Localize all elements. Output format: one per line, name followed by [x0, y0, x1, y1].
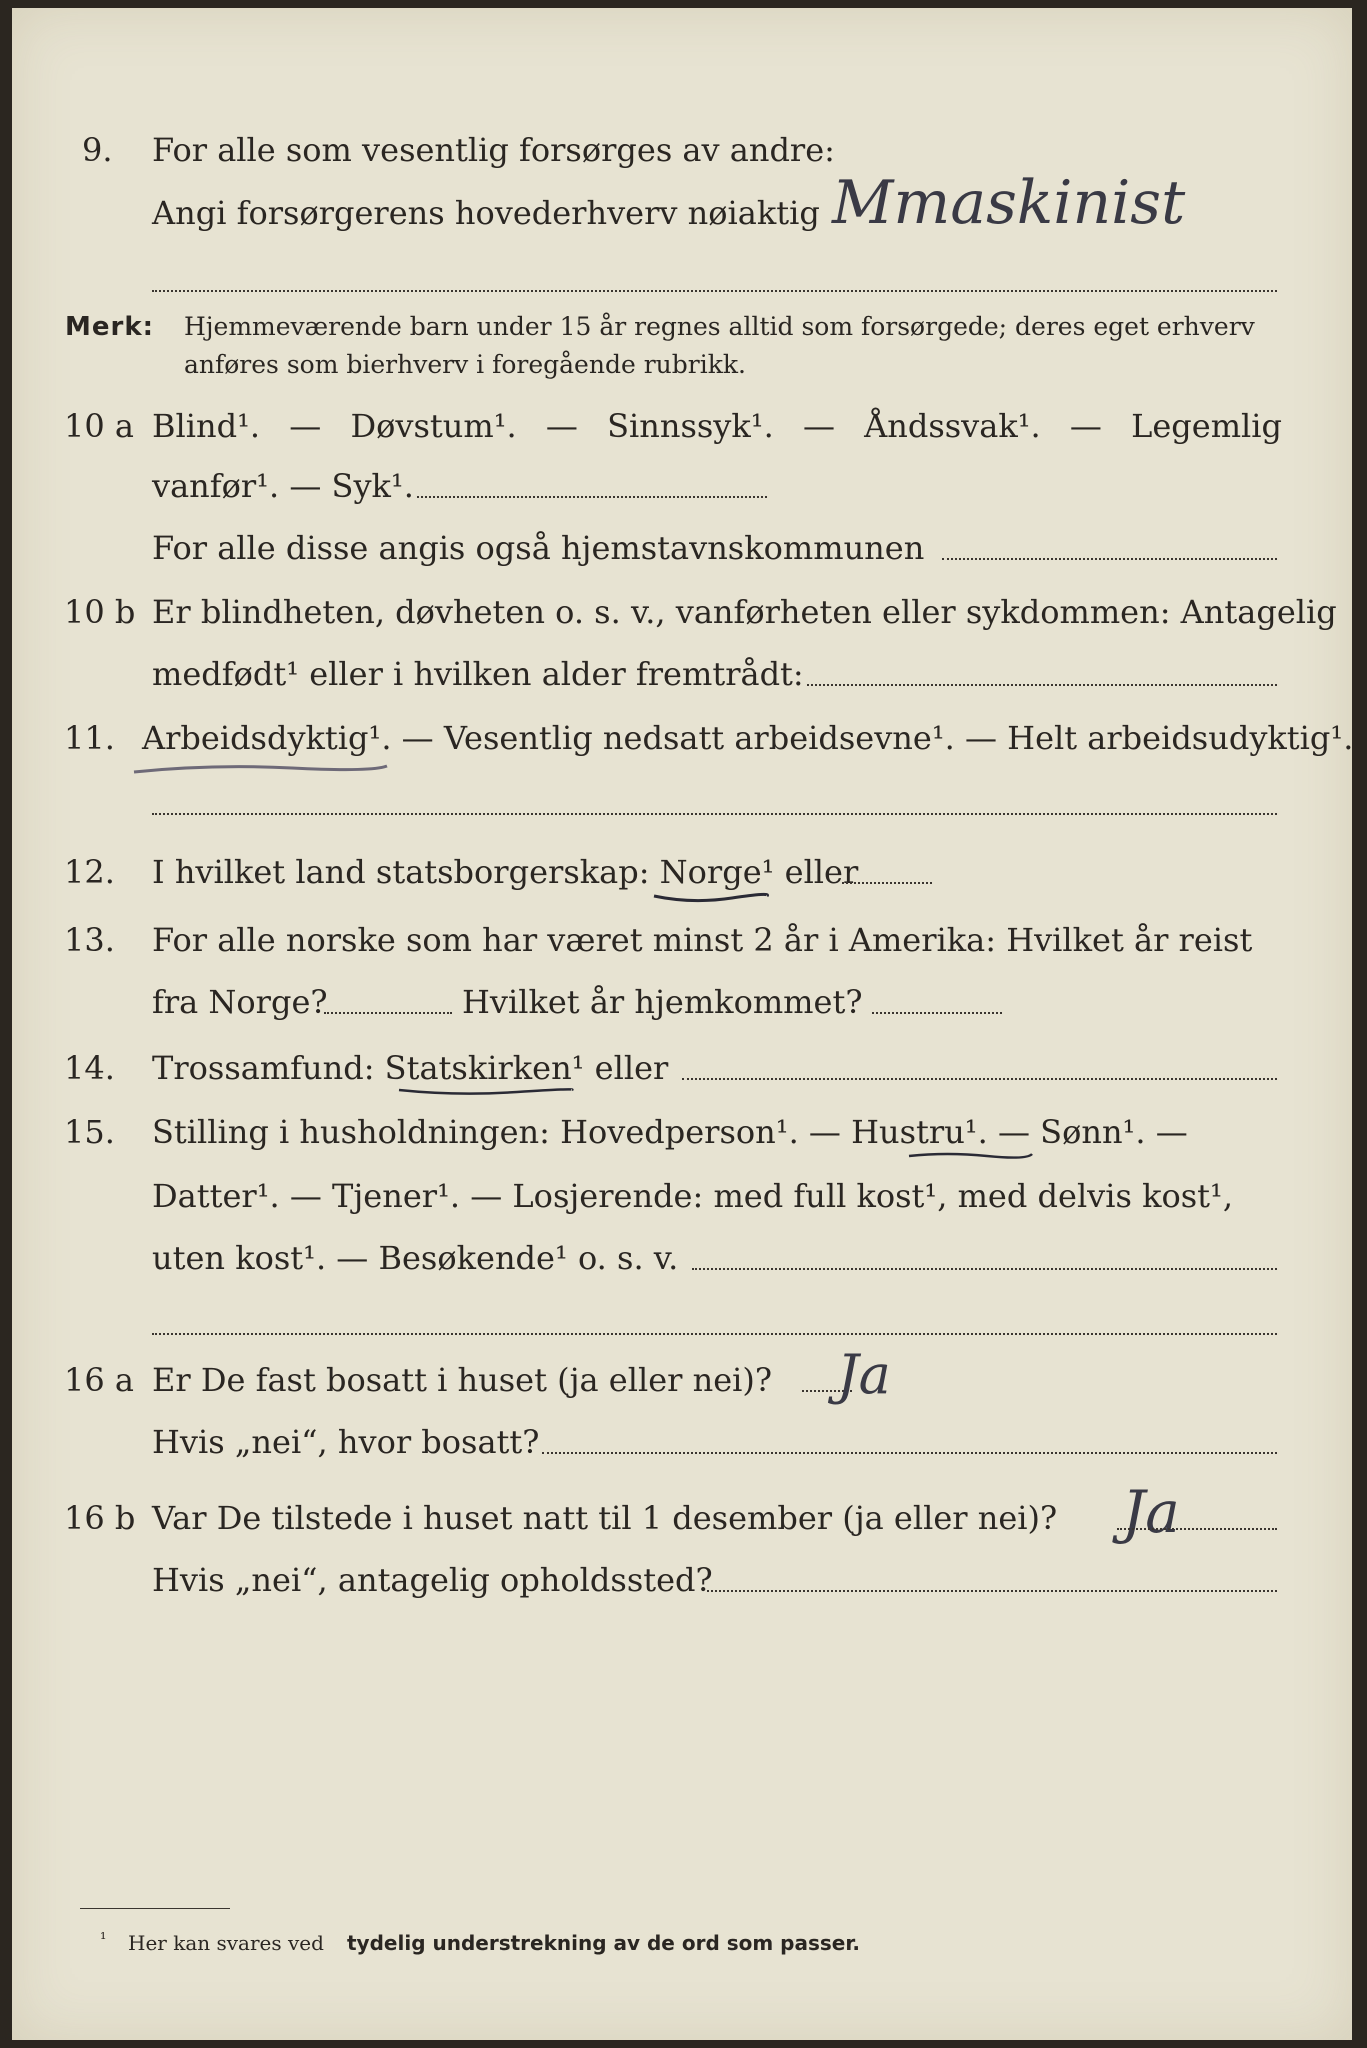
q10a-number: 10 a — [64, 407, 134, 445]
q13-answer-line-1 — [324, 1012, 452, 1014]
q9-number: 9. — [82, 131, 113, 169]
q16a-answer-line-2 — [542, 1452, 1277, 1454]
q10a-option: Døvstum¹. — [350, 407, 517, 445]
q10a-option: Legemlig — [1131, 407, 1282, 445]
q16a-question-2: Hvis „nei“, hvor bosatt? — [152, 1423, 540, 1461]
q10a-answer-line-1 — [417, 496, 767, 498]
q14-number: 14. — [64, 1049, 115, 1087]
q9-question: For alle som vesentlig forsørges av andre: — [152, 131, 835, 169]
q16a-handwritten-answer: Ja — [837, 1343, 891, 1406]
q16a-question: Er De fast bosatt i huset (ja eller nei)? — [152, 1361, 773, 1399]
q13-question: For alle norske som har været minst 2 år i Amerika: Hvilket år reist — [152, 921, 1253, 959]
footnote-text: Her kan svares ved — [128, 1931, 324, 1955]
q16b-answer-line — [1117, 1528, 1277, 1530]
q16b-handwritten-answer: Ja — [1122, 1478, 1180, 1546]
q13-number: 13. — [64, 921, 115, 959]
q10a-options — [152, 406, 1282, 446]
q10a-question-2: vanfør¹. — Syk¹. — [152, 467, 414, 505]
q11-number: 11. — [64, 719, 115, 757]
q15-number: 15. — [64, 1113, 115, 1151]
q15-question-2: Datter¹. — Tjener¹. — Losjerende: med full kost¹, med delvis kost¹, — [152, 1177, 1234, 1215]
q10a-option: Sinnssyk¹. — [607, 407, 774, 445]
q15-handwritten-underline — [907, 1148, 1037, 1164]
footnote-mark: ¹ — [100, 1929, 107, 1948]
q14-handwritten-underline — [397, 1084, 577, 1100]
q15-answer-line-2 — [152, 1333, 1277, 1335]
merk-text-2: anføres som bierhverv i foregående rubrikk. — [184, 350, 746, 379]
q13-question-2b: Hvilket år hjemkommet? — [462, 983, 863, 1021]
q14-question: Trossamfund: Statskirken¹ eller — [152, 1049, 669, 1087]
q10a-dash: — — [1069, 407, 1102, 445]
q16b-answer-line-2 — [707, 1590, 1277, 1592]
q10b-number: 10 b — [64, 593, 136, 631]
q10b-question: Er blindheten, døvheten o. s. v., vanførheten eller sykdommen: Antagelig — [152, 593, 1337, 631]
q12-handwritten-underline — [652, 888, 772, 906]
q16b-number: 16 b — [64, 1499, 136, 1537]
merk-label: Merk: — [65, 312, 155, 342]
q11-handwritten-underline — [132, 760, 392, 780]
q15-question-3: uten kost¹. — Besøkende¹ o. s. v. — [152, 1239, 679, 1277]
census-form-page — [12, 8, 1352, 2040]
q10a-dash: — — [802, 407, 835, 445]
q16b-question-2: Hvis „nei“, antagelig opholdssted? — [152, 1561, 713, 1599]
q10a-option: Åndssvak¹. — [864, 407, 1041, 445]
footnote-separator — [80, 1908, 230, 1909]
footnote-text-bold: tydelig understrekning av de ord som passer. — [347, 1931, 860, 1955]
q15-question: Stilling i husholdningen: Hovedperson¹. — Hustru¹. — Sønn¹. — — [152, 1113, 1188, 1151]
q14-answer-line — [682, 1078, 1277, 1080]
q16a-number: 16 a — [64, 1361, 134, 1399]
q12-number: 12. — [64, 853, 115, 891]
q13-answer-line-2 — [872, 1012, 1002, 1014]
q10b-question-2: medfødt¹ eller i hvilken alder fremtrådt: — [152, 655, 804, 693]
q16b-question: Var De tilstede i huset natt til 1 desember (ja eller nei)? — [152, 1499, 1058, 1537]
q10b-answer-line — [807, 684, 1277, 686]
q15-answer-line-1 — [692, 1268, 1277, 1270]
q12-answer-line — [842, 882, 932, 884]
q9-handwritten-answer: Mmaskinist — [832, 168, 1186, 238]
q13-question-2a: fra Norge? — [152, 983, 328, 1021]
merk-text-1: Hjemmeværende barn under 15 år regnes alltid som forsørgede; deres eget erhverv — [184, 312, 1255, 341]
q10a-question-3: For alle disse angis også hjemstavnskommunen — [152, 529, 925, 567]
q9-question-2: Angi forsørgerens hovederhverv nøiaktig — [152, 194, 820, 232]
q12-question: I hvilket land statsborgerskap: Norge¹ eller — [152, 853, 859, 891]
q10a-dash: — — [545, 407, 578, 445]
q11-question: Arbeidsdyktig¹. — Vesentlig nedsatt arbeidsevne¹. — Helt arbeidsudyktig¹. — [142, 719, 1354, 757]
q10a-option: Blind¹. — [152, 407, 261, 445]
q11-answer-line — [152, 813, 1277, 815]
q10a-dash: — — [289, 407, 322, 445]
q9-answer-line — [152, 290, 1277, 292]
q10a-answer-line-2 — [942, 558, 1277, 560]
